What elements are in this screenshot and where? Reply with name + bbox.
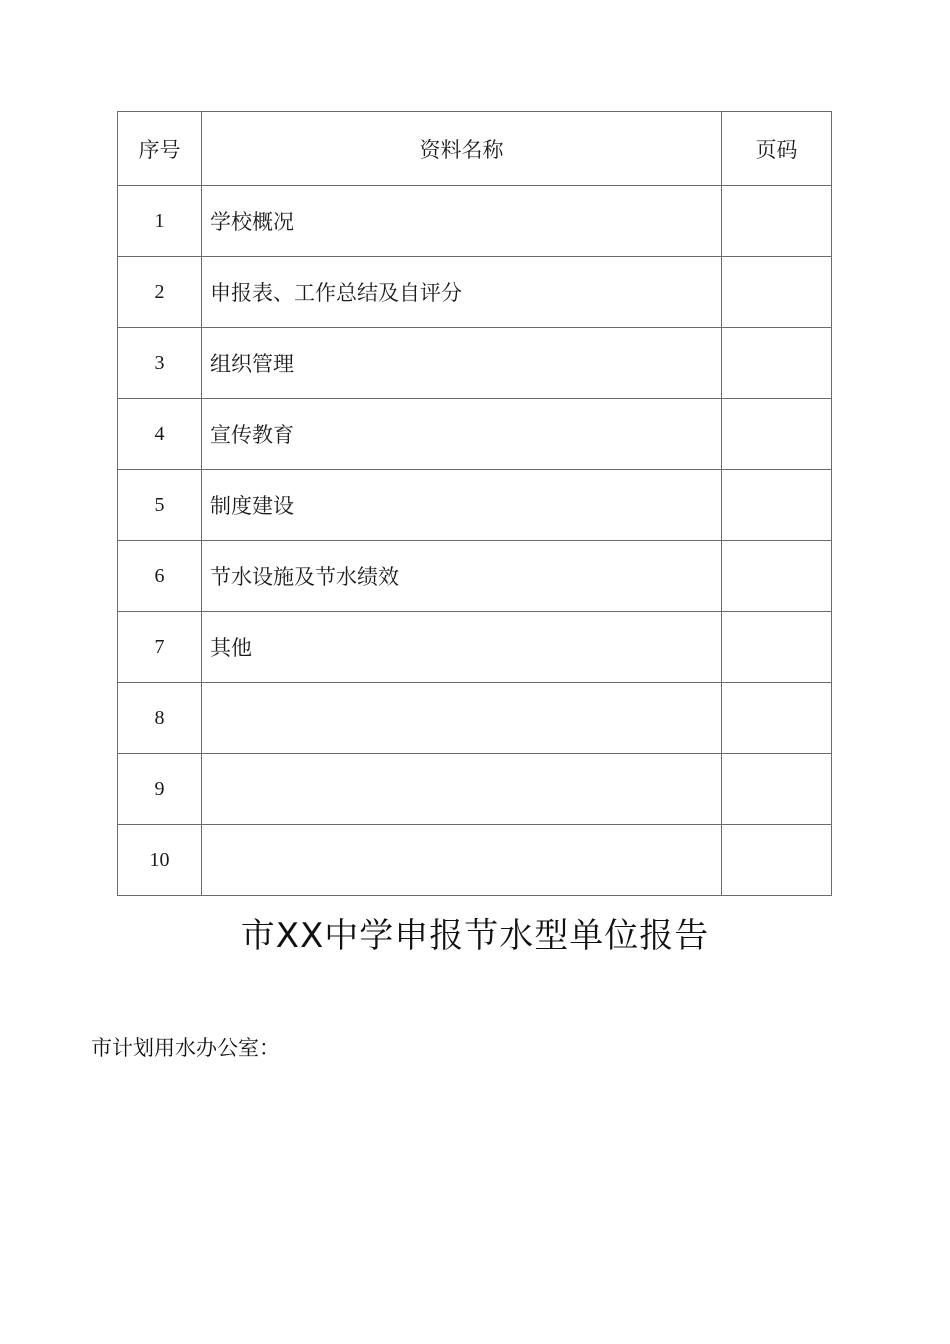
row-page: [722, 328, 832, 399]
row-number: 3: [118, 328, 202, 399]
row-number: 2: [118, 257, 202, 328]
table-row: [118, 328, 832, 399]
header-page: 页码: [722, 112, 832, 186]
row-page: [722, 399, 832, 470]
table-row: [118, 257, 832, 328]
table-row: [118, 754, 832, 825]
row-name: 制度建设: [202, 470, 722, 541]
table-row: [118, 541, 832, 612]
document-title: 市XX中学申报节水型单位报告: [240, 916, 710, 956]
row-name: 其他: [202, 612, 722, 683]
row-name: 宣传教育: [202, 399, 722, 470]
row-number: 4: [118, 399, 202, 470]
table-row: [118, 470, 832, 541]
row-name: 节水设施及节水绩效: [202, 541, 722, 612]
row-page: [722, 825, 832, 896]
row-name: 组织管理: [202, 328, 722, 399]
row-name: [202, 683, 722, 754]
table-row: [118, 825, 832, 896]
row-page: [722, 612, 832, 683]
contents-table: [117, 111, 832, 896]
row-number: 8: [118, 683, 202, 754]
row-page: [722, 257, 832, 328]
table-row: [118, 683, 832, 754]
table-row: [118, 612, 832, 683]
row-name: [202, 825, 722, 896]
row-number: 10: [118, 825, 202, 896]
addressee-line: 市计划用水办公室：: [91, 1036, 280, 1060]
table-header-row: [118, 112, 832, 186]
row-page: [722, 470, 832, 541]
header-number: 序号: [118, 112, 202, 186]
row-page: [722, 541, 832, 612]
table-row: [118, 186, 832, 257]
row-number: 7: [118, 612, 202, 683]
row-name: [202, 754, 722, 825]
row-name: 申报表、工作总结及自评分: [202, 257, 722, 328]
row-page: [722, 754, 832, 825]
table-row: [118, 399, 832, 470]
row-number: 9: [118, 754, 202, 825]
header-name: 资料名称: [202, 112, 722, 186]
row-page: [722, 683, 832, 754]
row-number: 5: [118, 470, 202, 541]
row-name: 学校概况: [202, 186, 722, 257]
row-number: 1: [118, 186, 202, 257]
row-number: 6: [118, 541, 202, 612]
row-page: [722, 186, 832, 257]
